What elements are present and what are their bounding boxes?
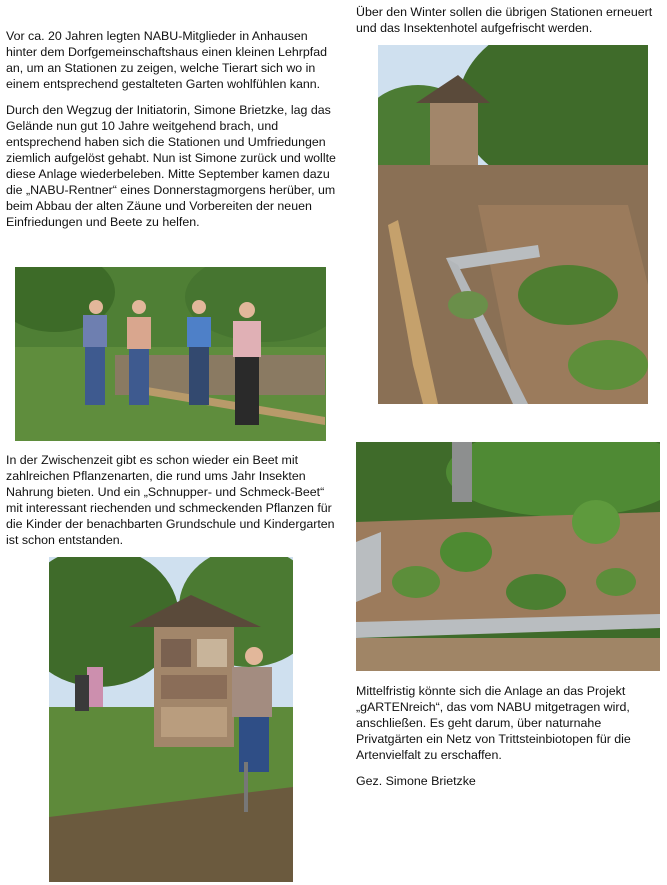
photo-planted-bed (356, 442, 660, 671)
photo-raised-bed-hotel (378, 45, 648, 404)
left-text-top (6, 28, 338, 240)
progress-paragraph: In der Zwischenzeit gibt es schon wieder ein Beet mit zahlreichen Pflanzenarten, die rund ums Jahr Insekten Nahrung bieten. Und ein „Schnupper- und Schmeck-Beet“ mit interessant riechenden und schmeckenden Pflanzen für die Kinder der benachbarten Grundschule und Kindergarten ist schon entstanden. (6, 453, 335, 547)
right-text-top (356, 4, 661, 46)
left-text-middle (6, 452, 338, 558)
intro-paragraph: Vor ca. 20 Jahren legten NABU-Mitglieder in Anhausen hinter dem Dorfgemeinschaftshaus einen kleinen Lehrpfad an, um an Stationen zu zeigen, welche Tierart sich wo in einem entsprechend gestalteten Garten wohlfühlen kann. (6, 29, 327, 91)
project-paragraph: Mittelfristig könnte sich die Anlage an das Projekt „gARTENreich“, das vom NABU mitgetragen wird, anschließen. Es geht darum, über naturnahe Privatgärten ein Netz von Trittsteinbiotopen für die Artenvielfalt zu erschaffen. (356, 684, 631, 762)
photo-insect-hotel-digging (49, 557, 293, 882)
winter-paragraph: Über den Winter sollen die übrigen Stationen erneuert und das Insektenhotel aufgefrischt werden. (356, 5, 653, 35)
right-text-bottom (356, 683, 661, 799)
photo-volunteers-group (15, 267, 326, 441)
history-paragraph: Durch den Wegzug der Initiatorin, Simone Brietzke, lag das Gelände nun gut 10 Jahre weitgehend brach, und entsprechend haben sich die Stationen und Umfriedungen ziemlich aufgelöst gehabt. Nun ist Simone zurück und wollte diese Anlage wiederbeleben. Mitte September kamen dazu die „NABU-Rentner“ eines Donnerstagmorgens herüber, um beim Abbau der alten Zäune und Vorbereiten der neuen Einfriedungen und Beete zu helfen. (6, 103, 336, 229)
signature: Gez. Simone Brietzke (356, 774, 476, 788)
